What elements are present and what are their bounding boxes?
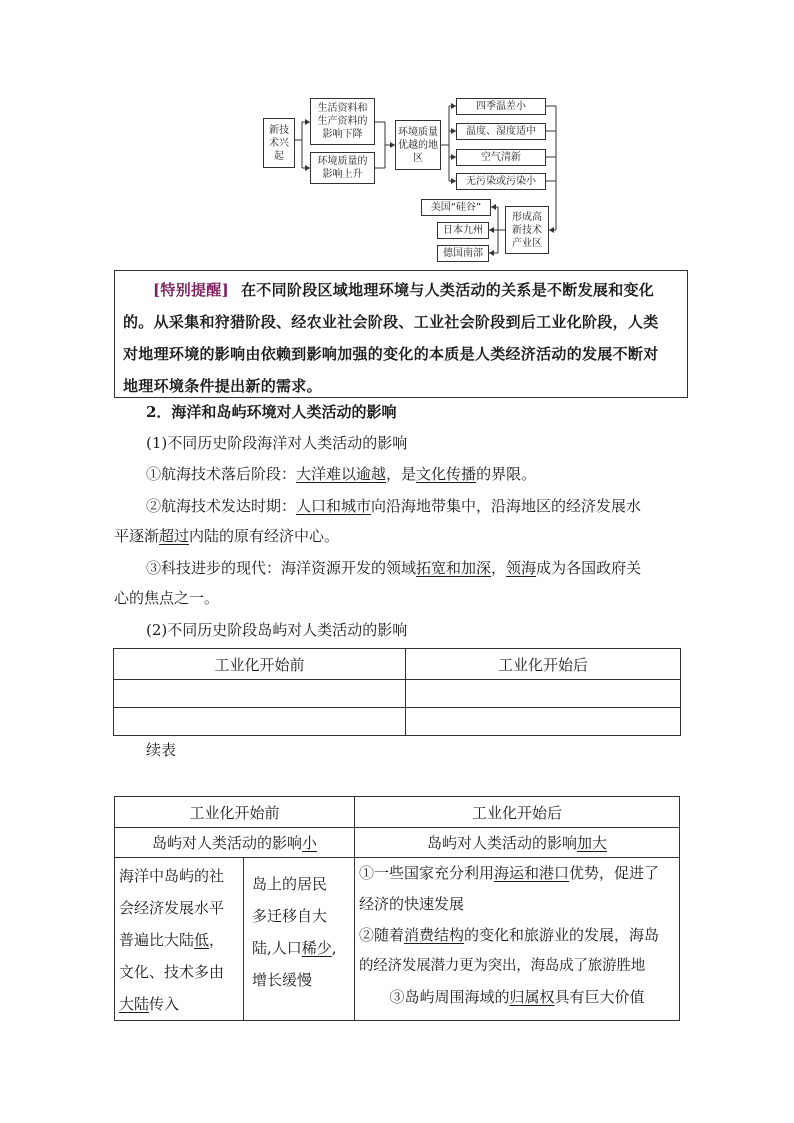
tip-line: 的。从采集和狩猎阶段、经农业社会阶段、工业社会阶段到后工业化阶段，人类 — [123, 313, 659, 331]
table-cell: 岛屿对人类活动的影响小 — [115, 828, 355, 858]
table-cell: 岛上的居民 多迁移自大 陆,人口稀少, 增长缓慢 — [244, 858, 355, 1021]
flow-condition: 温度、湿度适中 — [456, 123, 546, 140]
table-cell — [114, 680, 406, 708]
subheading: (1)不同历史阶段海洋对人类活动的影响 — [146, 434, 408, 452]
paragraph-item-cont: 心的焦点之一。 — [114, 589, 220, 607]
island-table-part1 — [113, 648, 681, 736]
tip-tag: [特别提醒] — [153, 281, 229, 299]
section-title: 2．海洋和岛屿环境对人类活动的影响 — [146, 403, 397, 421]
tip-line: [特别提醒] 在不同阶段区域地理环境与人类活动的关系是不断发展和变化 — [153, 281, 655, 299]
tip-line: 地理环境条件提出新的需求。 — [123, 377, 322, 395]
flow-condition: 无污染或污染小 — [456, 173, 546, 190]
tip-line: 对地理环境的影响由依赖到影响加强的变化的本质是人类经济活动的发展不断对 — [123, 345, 659, 363]
table-cell — [406, 708, 681, 736]
flow-condition: 四季温差小 — [456, 98, 546, 115]
paragraph-item-cont: 平逐渐超过内陆的原有经济中心。 — [114, 527, 340, 545]
table-header: 工业化开始前 — [115, 797, 355, 828]
flow-example: 美国“硅谷” — [421, 199, 491, 216]
paragraph-item: ①航海技术落后阶段：大洋难以逾越，是文化传播的界限。 — [146, 465, 537, 483]
table-header: 工业化开始前 — [114, 649, 406, 680]
table-cell — [406, 680, 681, 708]
paragraph-item: ③科技进步的现代：海洋资源开发的领域拓宽和加深，领海成为各国政府关 — [146, 559, 642, 577]
flow-start: 新技术兴起 — [263, 118, 295, 168]
table-cell: 海洋中岛屿的社 会经济发展水平 普遍比大陆低， 文化、技术多由 大陆传入 — [115, 858, 244, 1021]
flow-effect-down: 生活资料和生产资料的影响下降 — [310, 98, 375, 145]
flow-hub: 环境质量优越的地区 — [395, 120, 441, 170]
table-header: 工业化开始后 — [355, 797, 680, 828]
flow-example: 日本九州 — [437, 222, 489, 239]
flow-result: 形成高新技术产业区 — [505, 206, 549, 254]
table-cell: ①一些国家充分利用海运和港口优势，促进了 经济的快速发展 ②随着消费结构的变化和旅游业的发展，海岛 的经济发展潜力更为突出，海岛成了旅游胜地 ③岛屿周围海域的归属权具有巨大价值 — [355, 858, 680, 1021]
paragraph-item: ②航海技术发达时期：人口和城市向沿海地带集中，沿海地区的经济发展水 — [146, 497, 642, 515]
table-cell: 岛屿对人类活动的影响加大 — [355, 828, 680, 858]
island-table-part2 — [114, 796, 680, 1021]
table-cell — [114, 708, 406, 736]
subheading: (2)不同历史阶段岛屿对人类活动的影响 — [146, 621, 408, 639]
flow-example: 德国南部 — [437, 245, 489, 262]
table-header: 工业化开始后 — [406, 649, 681, 680]
continued-label: 续表 — [146, 741, 177, 759]
flow-effect-up: 环境质量的影响上升 — [310, 152, 375, 184]
flow-condition: 空气清新 — [456, 149, 546, 166]
special-tip-box — [114, 270, 688, 398]
